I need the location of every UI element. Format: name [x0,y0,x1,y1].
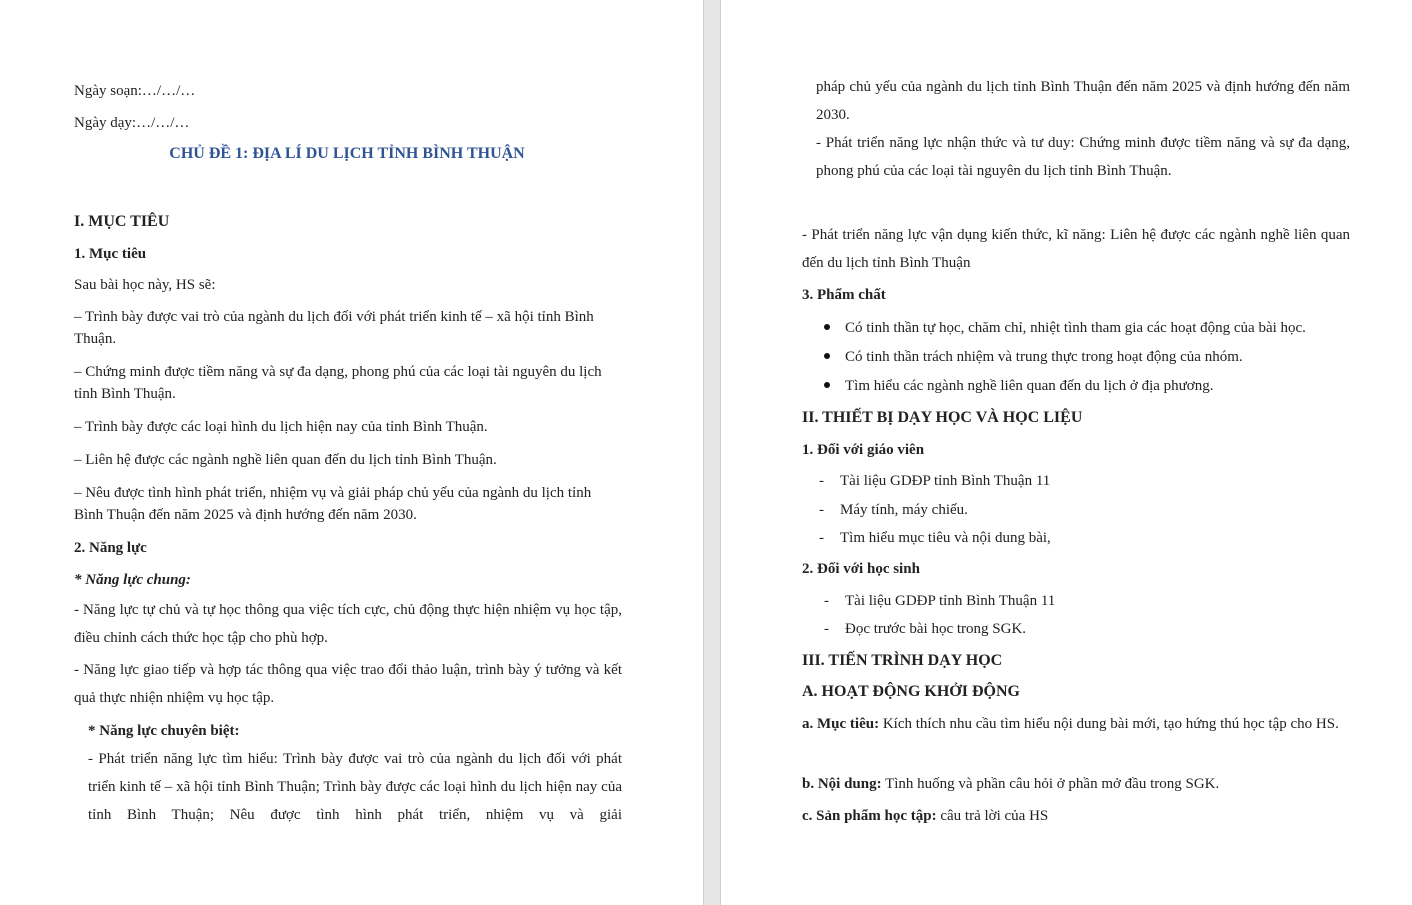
objective-item: – Trình bày được các loại hình du lịch hiện nay của tỉnh Bình Thuận. [74,419,488,435]
goal-text: Kích thích nhu cầu tìm hiểu nội dung bài mới, tạo hứng thú học tập cho HS. [879,716,1339,732]
document-page-left [0,0,703,905]
section-heading-equipment: II. THIẾT BỊ DẠY HỌC VÀ HỌC LIỆU [802,409,1083,426]
goal-label: a. Mục tiêu: [802,716,880,732]
dash-bullet: - [819,502,824,518]
apply-competence: - Phát triển năng lực vận dụng kiến thức, kĩ năng: Liên hệ được các ngành nghề liên quan đến du lịch tỉnh Bình Thuận [802,227,1350,271]
intro-text: Sau bài học này, HS sẽ: [74,277,216,293]
subheading-qualities: 3. Phẩm chất [802,287,886,303]
teacher-item: Tài liệu GDĐP tỉnh Bình Thuận 11 [840,473,1051,489]
document-page-right [721,0,1412,905]
student-item: Tài liệu GDĐP tỉnh Bình Thuận 11 [845,593,1056,609]
date-taught: Ngày dạy:…/…/… [74,115,190,131]
page-gutter [703,0,721,905]
specific-competence-item: - Phát triển năng lực tìm hiểu: Trình bày được vai trò của ngành du lịch đối với phát triển kinh tế – xã hội tỉnh Bình Thuận; Trình bày được các loại hình du lịch hiện nay của tỉnh Bình Thuận; Nêu được tình hình phát triển, nhiệm vụ và giải [88,751,622,823]
quality-item: Có tinh thần tự học, chăm chỉ, nhiệt tình tham gia các hoạt động của bài học. [845,320,1306,336]
objective-item: – Liên hệ được các ngành nghề liên quan đến du lịch tỉnh Bình Thuận. [74,452,497,468]
objective-item: – Chứng minh được tiềm năng và sự đa dạng, phong phú của các loại tài nguyên du lịch tỉnh Bình Thuận. [74,364,602,402]
bullet-dot [824,324,830,330]
product-label: c. Sản phẩm học tập: [802,808,937,824]
quality-item: Tìm hiểu các ngành nghề liên quan đến du lịch ở địa phương. [845,378,1214,394]
topic-title: CHỦ ĐỀ 1: ĐỊA LÍ DU LỊCH TỈNH BÌNH THUẬN [169,145,525,162]
dash-bullet: - [824,621,829,637]
bullet-dot [824,382,830,388]
objective-item: – Trình bày được vai trò của ngành du lịch đối với phát triển kinh tế – xã hội tỉnh Bình Thuận. [74,309,594,347]
specific-competence-heading: * Năng lực chuyên biệt: [88,723,240,739]
dash-bullet: - [824,593,829,609]
content-text: Tình huống và phần câu hỏi ở phần mở đầu trong SGK. [881,776,1220,792]
section-heading-objectives: I. MỤC TIÊU [74,213,170,230]
date-prepared: Ngày soạn:…/…/… [74,83,196,99]
cognitive-competence: - Phát triển năng lực nhận thức và tư duy: Chứng minh được tiềm năng và sự đa dạng, phong phú của các loại tài nguyên du lịch tỉnh Bình Thuận. [816,135,1350,179]
section-heading-process: III. TIẾN TRÌNH DẠY HỌC [802,652,1003,669]
general-competence-item: - Năng lực tự chủ và tự học thông qua việc tích cực, chủ động thực hiện nhiệm vụ học tập, điều chỉnh cách thức học tập cho phù hợp. [74,602,622,646]
bullet-dot [824,353,830,359]
objective-item: – Nêu được tình hình phát triển, nhiệm vụ và giải pháp chủ yếu của ngành du lịch tỉnh Bình Thuận đến năm 2025 và định hướng đến năm 2030. [74,485,592,523]
subheading-teacher: 1. Đối với giáo viên [802,442,925,458]
activity-a-heading: A. HOẠT ĐỘNG KHỞI ĐỘNG [802,683,1020,700]
general-competence-heading: * Năng lực chung: [74,572,191,588]
continued-text: pháp chủ yếu của ngành du lịch tỉnh Bình Thuận đến năm 2025 và định hướng đến năm 2030. [816,79,1350,123]
subheading-student: 2. Đối với học sinh [802,561,920,577]
subheading-objectives: 1. Mục tiêu [74,246,147,262]
activity-product [802,805,1048,827]
content-label: b. Nội dung: [802,776,882,792]
activity-content [802,773,1219,795]
quality-item: Có tinh thần trách nhiệm và trung thực trong hoạt động của nhóm. [845,349,1243,365]
teacher-item: Máy tính, máy chiếu. [840,502,968,518]
teacher-item: Tìm hiểu mục tiêu và nội dung bài, [840,530,1051,546]
dash-bullet: - [819,473,824,489]
activity-goal [802,710,1350,738]
product-text: câu trả lời của HS [936,808,1049,824]
student-item: Đọc trước bài học trong SGK. [845,621,1027,637]
subheading-competence: 2. Năng lực [74,540,147,556]
dash-bullet: - [819,530,824,546]
general-competence-item: - Năng lực giao tiếp và hợp tác thông qua việc trao đổi thảo luận, trình bày ý tưởng và kết quả thực nhiện nhiệm vụ học tập. [74,662,622,706]
